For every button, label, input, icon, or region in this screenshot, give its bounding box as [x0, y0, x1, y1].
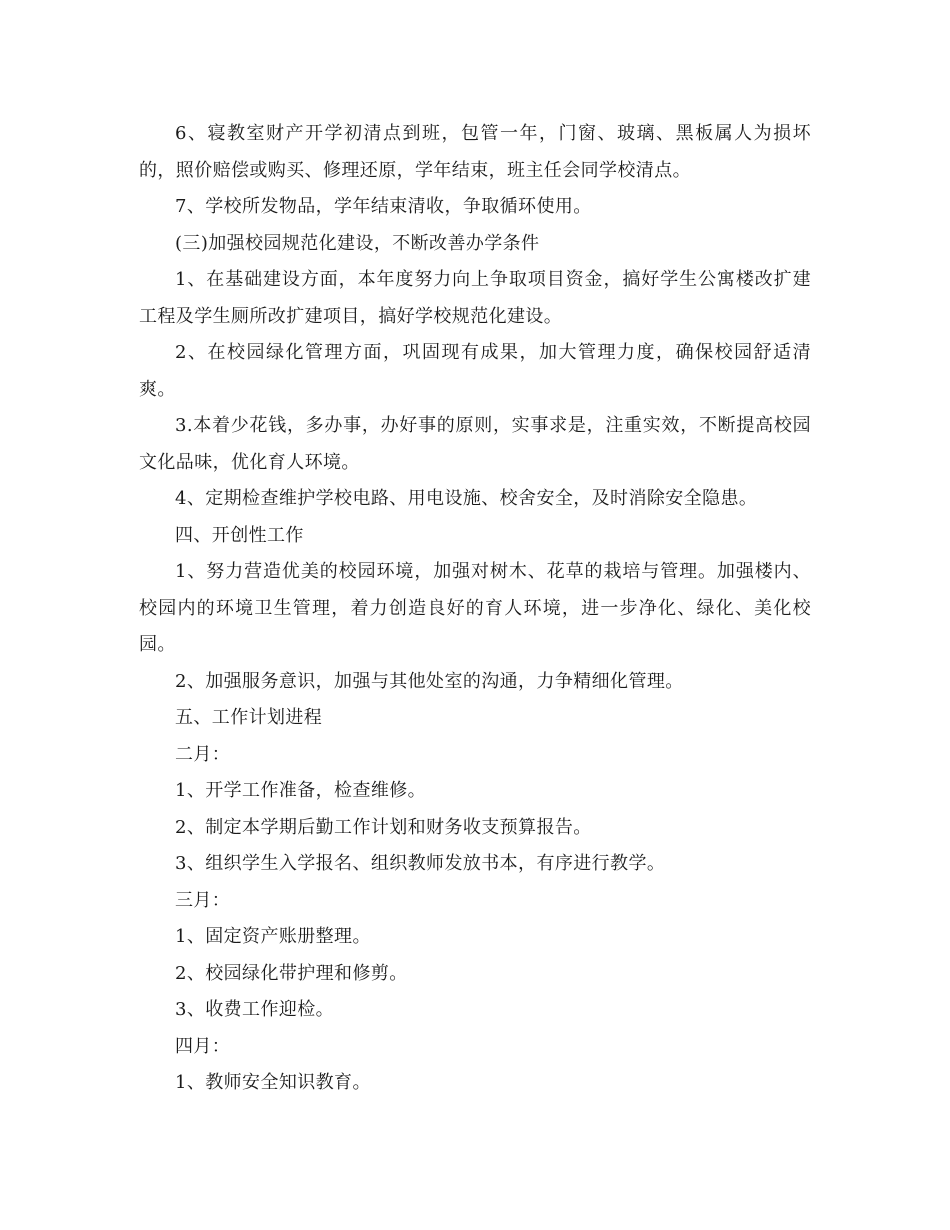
- paragraph: 3.本着少花钱，多办事，办好事的原则，实事求是，注重实效，不断提高校园文化品味，优化育人环境。: [139, 415, 811, 473]
- list-item: 3、组织学生入学报名、组织教师发放书本，有序进行教学。: [175, 853, 666, 874]
- paragraph: 2、在校园绿化管理方面，巩固现有成果，加大管理力度，确保校园舒适清爽。: [139, 342, 811, 400]
- section-heading: 四、开创性工作: [175, 524, 304, 546]
- paragraph: 4、定期检查维护学校电路、用电设施、校舍安全，及时消除安全隐患。: [175, 488, 758, 509]
- section-heading: 五、工作计划进程: [175, 707, 323, 728]
- list-item: 2、校园绿化带护理和修剪。: [175, 962, 408, 984]
- list-item: 1、固定资产账册整理。: [175, 926, 371, 947]
- month-heading: 四月：: [175, 1035, 231, 1057]
- list-item: 1、开学工作准备，检查维修。: [175, 780, 427, 801]
- list-item: 3、收费工作迎检。: [175, 999, 335, 1020]
- month-heading: 二月：: [175, 743, 231, 765]
- paragraph: 7、学校所发物品，学年结束清收，争取循环使用。: [175, 196, 592, 217]
- paragraph: 2、加强服务意识，加强与其他处室的沟通，力争精细化管理。: [175, 670, 684, 692]
- section-heading: (三)加强校园规范化建设，不断改善办学条件: [175, 232, 540, 254]
- list-item: 2、制定本学期后勤工作计划和财务收支预算报告。: [175, 816, 592, 838]
- document-body: [139, 116, 811, 1102]
- month-heading: 三月：: [175, 889, 231, 911]
- paragraph: 1、努力营造优美的校园环境，加强对树木、花草的栽培与管理。加强楼内、校园内的环境卫生管理，着力创造良好的育人环境，进一步净化、绿化、美化校园。: [139, 561, 811, 655]
- paragraph: 6、寝教室财产开学初清点到班，包管一年，门窗、玻璃、黑板属人为损坏的，照价赔偿或购买、修理还原，学年结束，班主任会同学校清点。: [139, 123, 811, 181]
- paragraph: 1、在基础建设方面，本年度努力向上争取项目资金，搞好学生公寓楼改扩建工程及学生厕所改扩建项目，搞好学校规范化建设。: [139, 269, 811, 327]
- list-item: 1、教师安全知识教育。: [175, 1072, 371, 1093]
